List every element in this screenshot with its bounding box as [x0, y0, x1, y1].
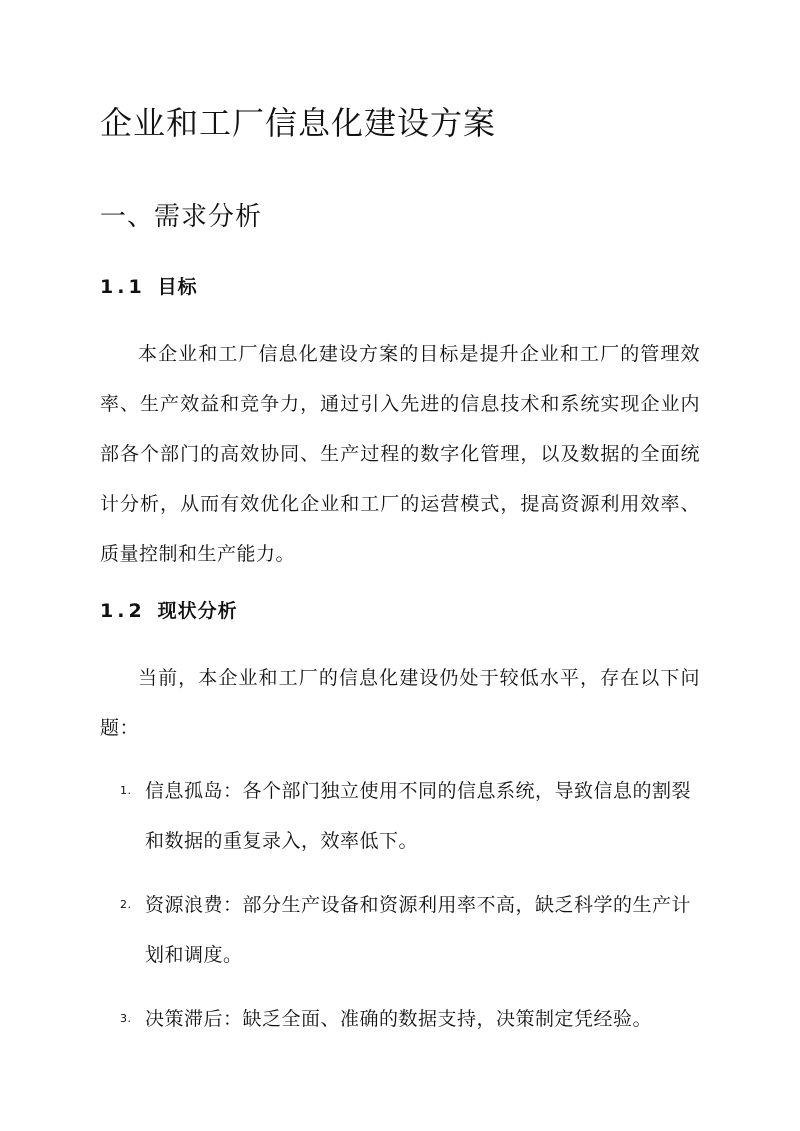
subsection-heading-goal — [100, 272, 198, 299]
issues-list — [100, 766, 700, 1058]
list-item-text: 信息孤岛：各个部门独立使用不同的信息系统，导致信息的割裂和数据的重复录入，效率低下。 — [145, 780, 692, 852]
list-item — [100, 766, 700, 866]
section-heading-requirements: 一、需求分析 — [100, 202, 263, 232]
list-item — [100, 994, 700, 1044]
list-item-text: 决策滞后：缺乏全面、准确的数据支持，决策制定凭经验。 — [145, 1008, 653, 1030]
list-item — [100, 880, 700, 980]
list-marker: 3. — [120, 1012, 132, 1025]
subsection-title: 目标 — [157, 276, 198, 298]
list-marker: 1. — [120, 784, 132, 797]
subsection-number: 1.2 — [100, 600, 146, 622]
list-item-text: 资源浪费：部分生产设备和资源利用率不高，缺乏科学的生产计划和调度。 — [145, 894, 692, 966]
subsection-heading-status — [100, 596, 238, 623]
goal-paragraph: 本企业和工厂信息化建设方案的目标是提升企业和工厂的管理效率、生产效益和竞争力，通过引入先进的信息技术和系统实现企业内部各个部门的高效协同、生产过程的数字化管理，以及数据的全面统计分析，从而有效优化企业和工厂的运营模式，提高资源利用效率、质量控制和生产能力。 — [100, 343, 700, 565]
document-title: 企业和工厂信息化建设方案 — [100, 104, 497, 142]
subsection-number: 1.1 — [100, 276, 146, 298]
list-marker: 2. — [120, 898, 132, 911]
subsection-title: 现状分析 — [157, 600, 238, 622]
status-paragraph: 当前，本企业和工厂的信息化建设仍处于较低水平，存在以下问题： — [100, 667, 700, 739]
